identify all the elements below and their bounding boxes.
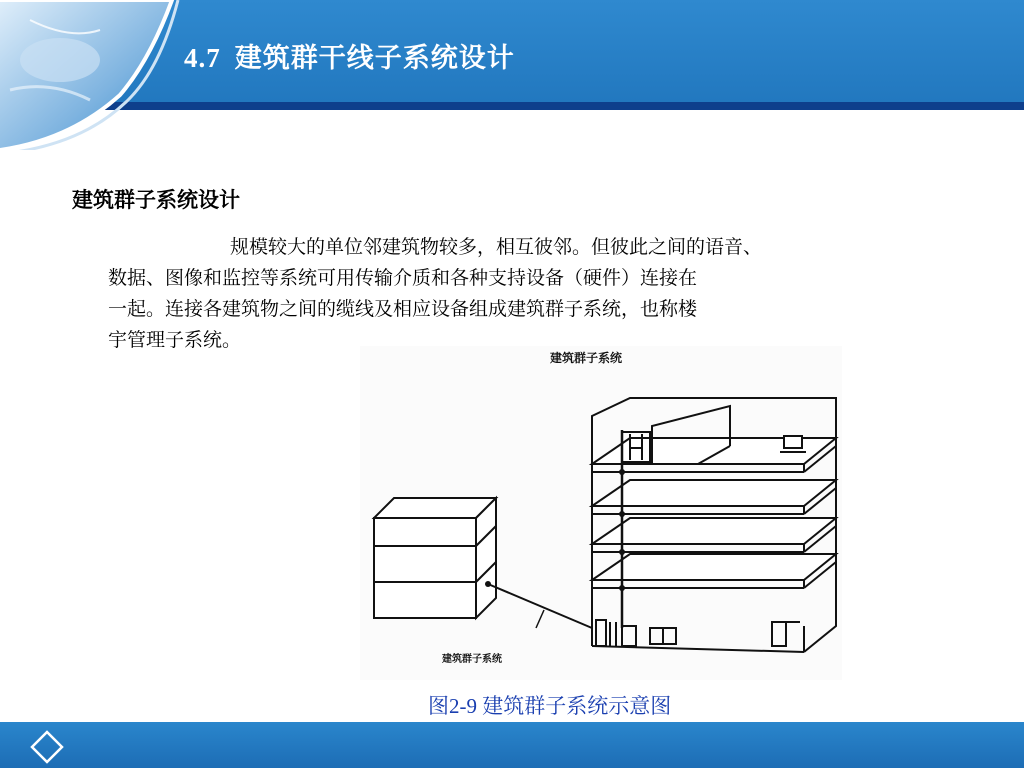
paragraph-line: 宇管理子系统。 <box>108 329 242 351</box>
paragraph-line: 规模较大的单位邻建筑物较多，相互彼邻。但彼此之间的语音、 <box>230 236 763 258</box>
diamond-nav-icon[interactable] <box>30 730 64 764</box>
paragraph-line: 数据、图像和监控等系统可用传输介质和各种支持设备（硬件）连接在 <box>108 267 698 289</box>
corner-decoration <box>0 0 200 150</box>
body-paragraph <box>108 232 968 356</box>
figure-bottom-label: 建筑群子系统 <box>442 654 502 665</box>
title-text: 建筑群干线子系统设计 <box>234 43 515 74</box>
section-heading: 建筑群子系统设计 <box>72 188 240 212</box>
footer-bar <box>0 722 1024 768</box>
section-number: 4.7 <box>184 43 221 73</box>
paragraph-line: 一起。连接各建筑物之间的缆线及相应设备组成建筑群子系统，也称楼 <box>108 298 698 320</box>
campus-subsystem-diagram <box>360 346 842 680</box>
figure-top-label: 建筑群子系统 <box>550 351 623 365</box>
small-building <box>374 498 496 618</box>
slide-title <box>184 36 515 75</box>
figure-caption: 图2-9 建筑群子系统示意图 <box>428 694 672 718</box>
